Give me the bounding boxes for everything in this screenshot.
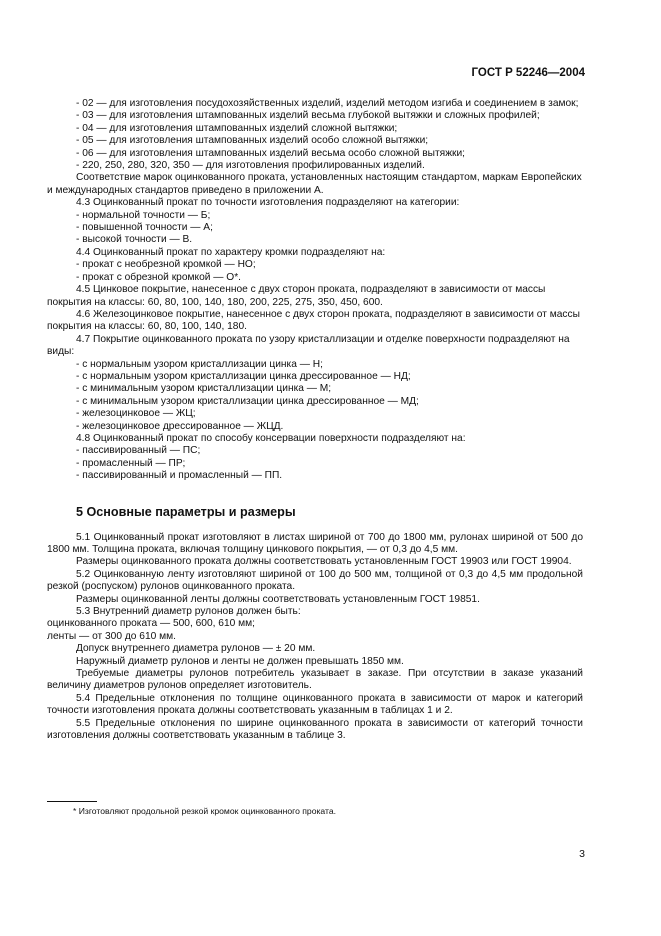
paragraph: Соответствие марок оцинкованного проката, установленных настоящим стандартом, маркам Европейских и международных стандартов приведено в приложении А.: [47, 172, 582, 196]
paragraph: - с нормальным узором кристаллизации цинка — Н;: [76, 358, 323, 370]
paragraph: 5.1 Оцинкованный прокат изготовляют в листах шириной от 700 до 1800 мм, рулонах шириной от 500 до 1800 мм. Толщина проката, включая толщину цинкового покрытия, — от 0,3 до 4,5 мм.: [47, 531, 583, 555]
paragraph: - 220, 250, 280, 320, 350 — для изготовления профилированных изделий.: [76, 160, 425, 172]
paragraph: 5.4 Предельные отклонения по толщине оцинкованного проката в зависимости от марок и категорий точности изготовления проката должны соответствовать указанным в таблицах 1 и 2.: [47, 692, 583, 717]
paragraph: 4.8 Оцинкованный прокат по способу консервации поверхности подразделяют на:: [76, 432, 466, 444]
page-number: 3: [579, 848, 585, 860]
paragraph: - с минимальным узором кристаллизации цинка — М;: [76, 383, 332, 395]
paragraph: ленты — от 300 до 610 мм.: [47, 630, 176, 642]
footnote-divider: [47, 801, 97, 802]
section-title: 5 Основные параметры и размеры: [76, 504, 296, 519]
paragraph: Наружный диаметр рулонов и ленты не должен превышать 1850 мм.: [76, 655, 404, 667]
paragraph: Требуемые диаметры рулонов потребитель указывает в заказе. При отсутствии в заказе указаний величину диаметров рулонов определяет изготовитель.: [47, 668, 583, 692]
paragraph: - пассивированный и промасленный — ПП.: [76, 470, 283, 482]
paragraph: - железоцинковое дрессированное — ЖЦД.: [76, 420, 284, 432]
paragraph: Допуск внутреннего диаметра рулонов — ± 20 мм.: [76, 643, 316, 655]
paragraph: - 02 — для изготовления посудохозяйственных изделий, изделий методом изгиба и соединением в замок;: [76, 98, 579, 109]
paragraph: - с минимальным узором кристаллизации цинка дрессированное — МД;: [76, 395, 419, 407]
paragraph: Размеры оцинкованного проката должны соответствовать установленным ГОСТ 19903 или ГОСТ 19904.: [76, 556, 572, 568]
paragraph: 4.5 Цинковое покрытие, нанесенное с двух сторон проката, подразделяют в зависимости от массы покрытия на классы: 60, 80, 100, 140, 180, 200, 225, 275, 350, 450, 600.: [47, 284, 546, 308]
paragraph: - с нормальным узором кристаллизации цинка дрессированное — НД;: [76, 370, 411, 382]
paragraph: - 04 — для изготовления штампованных изделий сложной вытяжки;: [76, 122, 398, 134]
paragraph: - повышенной точности — А;: [76, 222, 213, 234]
paragraph: - прокат с необрезной кромкой — НО;: [76, 259, 256, 271]
paragraph: 4.7 Покрытие оцинкованного проката по узору кристаллизации и отделке поверхности подразделяют на виды:: [47, 333, 570, 358]
paragraph: - промасленный — ПР;: [76, 457, 186, 469]
paragraph: - нормальной точности — Б;: [76, 209, 211, 221]
paragraph: 4.4 Оцинкованный прокат по характеру кромки подразделяют на:: [76, 246, 386, 258]
paragraph: оцинкованного проката — 500, 600, 610 мм;: [47, 618, 255, 630]
paragraph: 4.6 Железоцинковое покрытие, нанесенное с двух сторон проката, подразделяют в зависимости от массы покрытия на классы: 60, 80, 100, 140, 180.: [47, 308, 580, 333]
paragraph: 4.3 Оцинкованный прокат по точности изготовления подразделяют на категории:: [76, 197, 460, 209]
document-header: ГОСТ Р 52246—2004: [471, 67, 585, 79]
paragraph: Размеры оцинкованной ленты должны соответствовать установленным ГОСТ 19851.: [76, 593, 480, 605]
paragraph: 5.2 Оцинкованную ленту изготовляют шириной от 100 до 500 мм, толщиной от 0,3 до 4,5 мм продольной резкой (роспуском) рулонов оцинкованного проката.: [47, 568, 583, 593]
paragraph: 5.3 Внутренний диаметр рулонов должен быть:: [76, 606, 301, 618]
paragraph: - пассивированный — ПС;: [76, 445, 201, 457]
paragraph: - прокат с обрезной кромкой — О*.: [76, 271, 241, 283]
paragraph: 5.5 Предельные отклонения по ширине оцинкованного проката в зависимости от категорий точности изготовления должны соответствовать указанным в таблице 3.: [47, 717, 583, 742]
section-body: [47, 532, 583, 743]
paragraph: - высокой точности — В.: [76, 234, 193, 246]
footnote: * Изготовляют продольной резкой кромок оцинкованного проката.: [73, 806, 337, 816]
document-body: [47, 98, 583, 743]
paragraph: - железоцинковое — ЖЦ;: [76, 408, 196, 420]
paragraph: - 05 — для изготовления штампованных изделий особо сложной вытяжки;: [76, 135, 429, 147]
paragraph: - 03 — для изготовления штампованных изделий весьма глубокой вытяжки и сложных профилей;: [76, 110, 540, 122]
paragraph: - 06 — для изготовления штампованных изделий весьма особо сложной вытяжки;: [76, 147, 465, 159]
